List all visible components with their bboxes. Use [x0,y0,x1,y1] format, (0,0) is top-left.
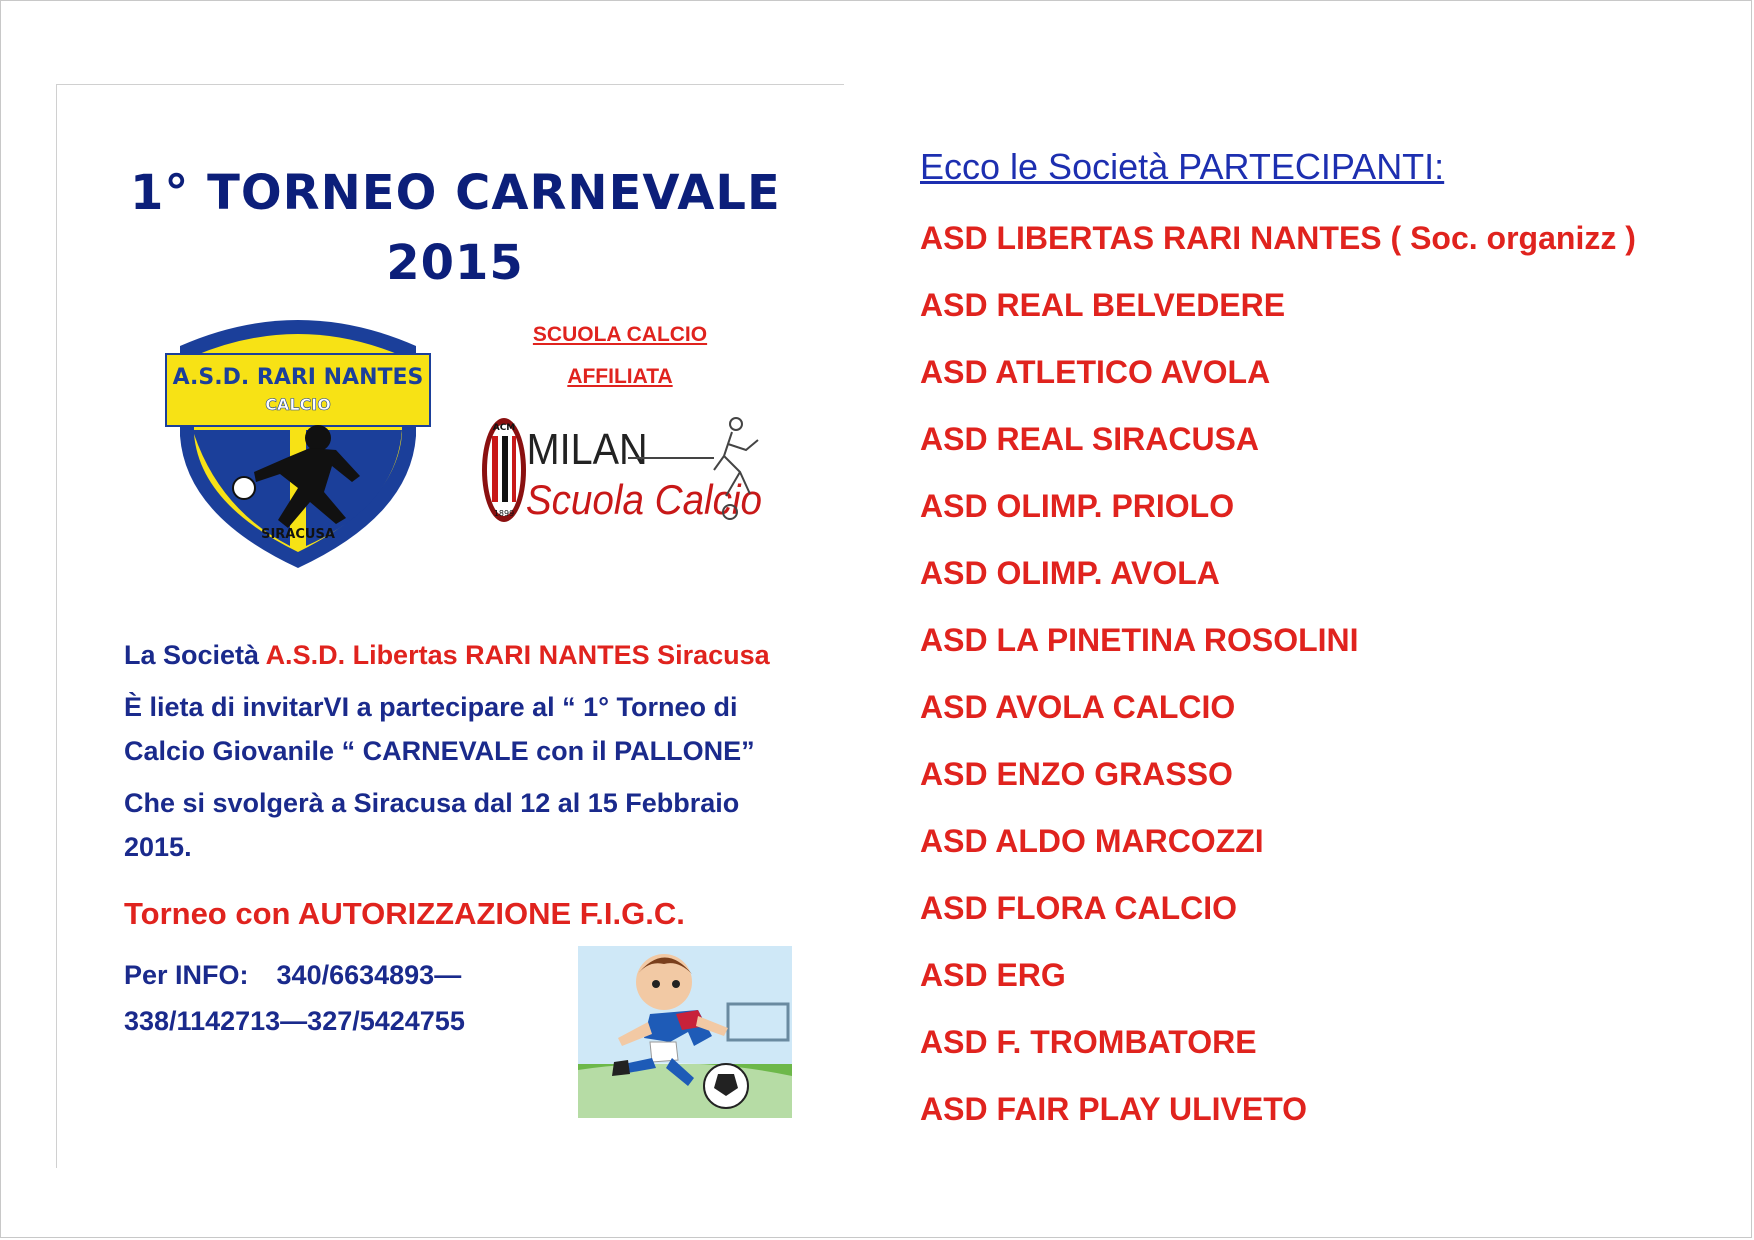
team-list-item: ASD LIBERTAS RARI NANTES ( Soc. organizz ) [920,220,1636,256]
invitation-line-3: Calcio Giovanile “ CARNEVALE con il PALLONE” [124,736,755,766]
authorization-notice: Torneo con AUTORIZZAZIONE F.I.G.C. [124,896,685,931]
team-list-item: ASD LA PINETINA ROSOLINI [920,622,1359,658]
contact-line-1 [124,952,584,998]
participant-team-list [920,216,1636,1154]
badge-year: 1899 [493,509,515,518]
team-list-item: ASD FAIR PLAY ULIVETO [920,1091,1308,1127]
team-list-item: ASD OLIMP. AVOLA [920,555,1220,591]
crest-name-text: A.S.D. RARI NANTES [172,365,424,390]
team-list-item: ASD REAL SIRACUSA [920,421,1259,457]
affiliation-line-2: AFFILIATA [567,365,673,388]
organizer-name: A.S.D. Libertas RARI NANTES Siracusa [265,640,770,670]
team-list-item: ASD OLIMP. PRIOLO [920,488,1235,524]
invitation-prefix: La Società [124,640,266,670]
badge-text: ACM [492,423,516,433]
title-line-1: 1° TORNEO CARNEVALE [130,165,781,221]
team-list-item: ASD ENZO GRASSO [920,756,1233,792]
invitation-line-4: Che si svolgerà a Siracusa dal 12 al 15 Febbraio [124,788,740,818]
team-list-item: ASD FLORA CALCIO [920,890,1238,926]
milan-scuola-calcio-logo [478,410,768,534]
team-list-item: ASD ATLETICO AVOLA [920,354,1271,390]
team-list-item: ASD AVOLA CALCIO [920,689,1236,725]
club-crest-logo [160,306,436,572]
affiliation-label [510,314,730,398]
invitation-line-2: È lieta di invitarVI a partecipare al “ 1° Torneo di [124,692,738,722]
contact-info [124,952,584,1044]
team-list-item: ASD ALDO MARCOZZI [920,823,1264,859]
crest-sub-text: CALCIO [265,395,331,414]
flyer-title [130,158,780,298]
participants-heading: Ecco le Società PARTECIPANTI: [920,146,1445,187]
milan-sub-text: Scuola Calcio [525,475,763,524]
title-line-2: 2015 [386,235,524,291]
affiliation-line-1: SCUOLA CALCIO [532,323,708,346]
team-list-item: ASD REAL BELVEDERE [920,287,1286,323]
invitation-line-1 [124,640,770,671]
kid-footballer-illustration [578,946,792,1118]
crest-city-text: SIRACUSA [261,527,335,542]
contact-phones-1: 340/6634893— [276,960,462,990]
contact-label: Per INFO: [124,960,249,990]
team-list-item: ASD F. TROMBATORE [920,1024,1257,1060]
contact-phones-2: 338/1142713—327/5424755 [124,1006,465,1036]
team-list-item: ASD ERG [920,957,1066,993]
invitation-line-5: 2015. [124,832,192,862]
milan-brand-text: MILAN [526,424,648,474]
